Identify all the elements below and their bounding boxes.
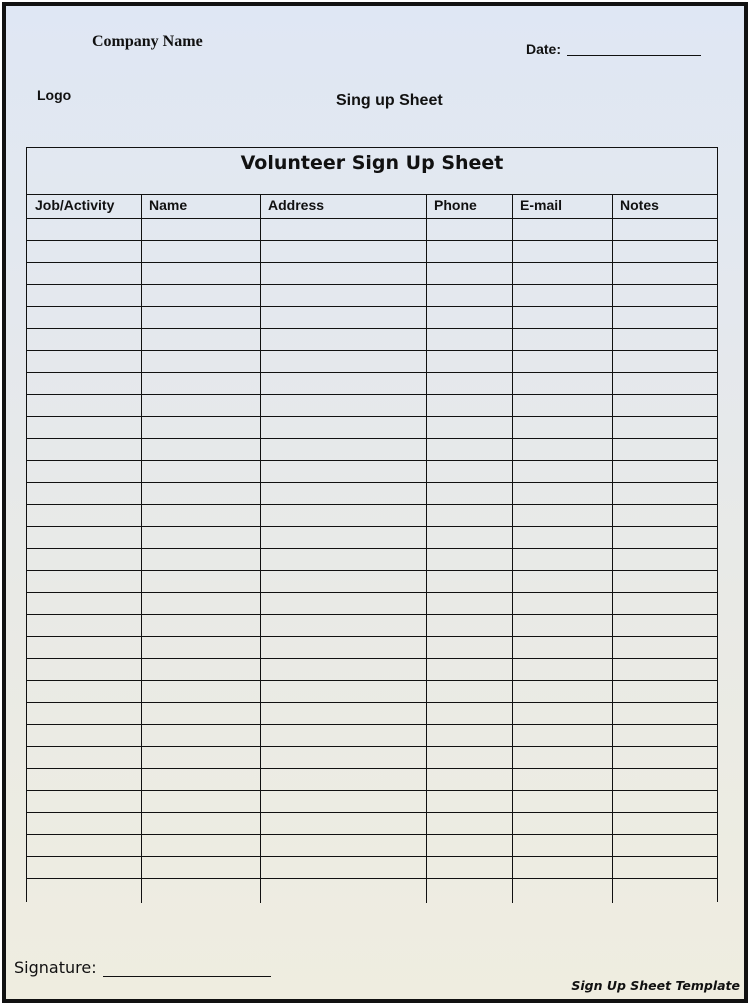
table-row[interactable] <box>27 460 717 461</box>
sheet-subtitle: Sing up Sheet <box>336 92 443 109</box>
table-row[interactable] <box>27 526 717 527</box>
header-col-address: Address <box>268 197 325 213</box>
table-row[interactable] <box>27 350 717 351</box>
header-row-divider <box>27 218 717 219</box>
table-row[interactable] <box>27 724 717 725</box>
date-field-line[interactable] <box>567 55 701 56</box>
table-row[interactable] <box>27 504 717 505</box>
table-row[interactable] <box>27 306 717 307</box>
company-name: Company Name <box>92 33 203 50</box>
table-row[interactable] <box>27 834 717 835</box>
table-row[interactable] <box>27 548 717 549</box>
header-col-job-activity: Job/Activity <box>35 197 115 213</box>
table-row[interactable] <box>27 878 717 879</box>
table-row[interactable] <box>27 240 717 241</box>
table-row[interactable] <box>27 570 717 571</box>
table-row[interactable] <box>27 680 717 681</box>
column-divider <box>512 195 513 903</box>
column-divider <box>612 195 613 903</box>
table-row[interactable] <box>27 790 717 791</box>
column-divider <box>426 195 427 903</box>
table-row[interactable] <box>27 702 717 703</box>
header-col-name: Name <box>149 197 188 213</box>
template-note: Sign Up Sheet Template <box>571 978 740 993</box>
table-row[interactable] <box>27 856 717 857</box>
header-col-notes: Notes <box>620 197 659 213</box>
logo-placeholder: Logo <box>37 87 72 103</box>
date-label: Date: <box>526 41 562 57</box>
sign-up-sheet-page <box>2 2 748 1003</box>
signature-field-line[interactable] <box>103 976 271 977</box>
table-row[interactable] <box>27 328 717 329</box>
table-row[interactable] <box>27 636 717 637</box>
header-col-phone: Phone <box>434 197 477 213</box>
column-divider <box>141 195 142 903</box>
table-row[interactable] <box>27 658 717 659</box>
table-row[interactable] <box>27 592 717 593</box>
table-row[interactable] <box>27 416 717 417</box>
table-row[interactable] <box>27 482 717 483</box>
table-row[interactable] <box>27 394 717 395</box>
table-row[interactable] <box>27 768 717 769</box>
column-divider <box>260 195 261 903</box>
table-row[interactable] <box>27 746 717 747</box>
table-row[interactable] <box>27 812 717 813</box>
header-col-email: E-mail <box>520 197 563 213</box>
signature-label: Signature: <box>14 958 97 977</box>
table-row[interactable] <box>27 438 717 439</box>
table-title: Volunteer Sign Up Sheet <box>27 148 717 195</box>
table-row[interactable] <box>27 262 717 263</box>
table-row[interactable] <box>27 614 717 615</box>
table-row[interactable] <box>27 372 717 373</box>
table-row[interactable] <box>27 284 717 285</box>
volunteer-table <box>26 147 718 902</box>
